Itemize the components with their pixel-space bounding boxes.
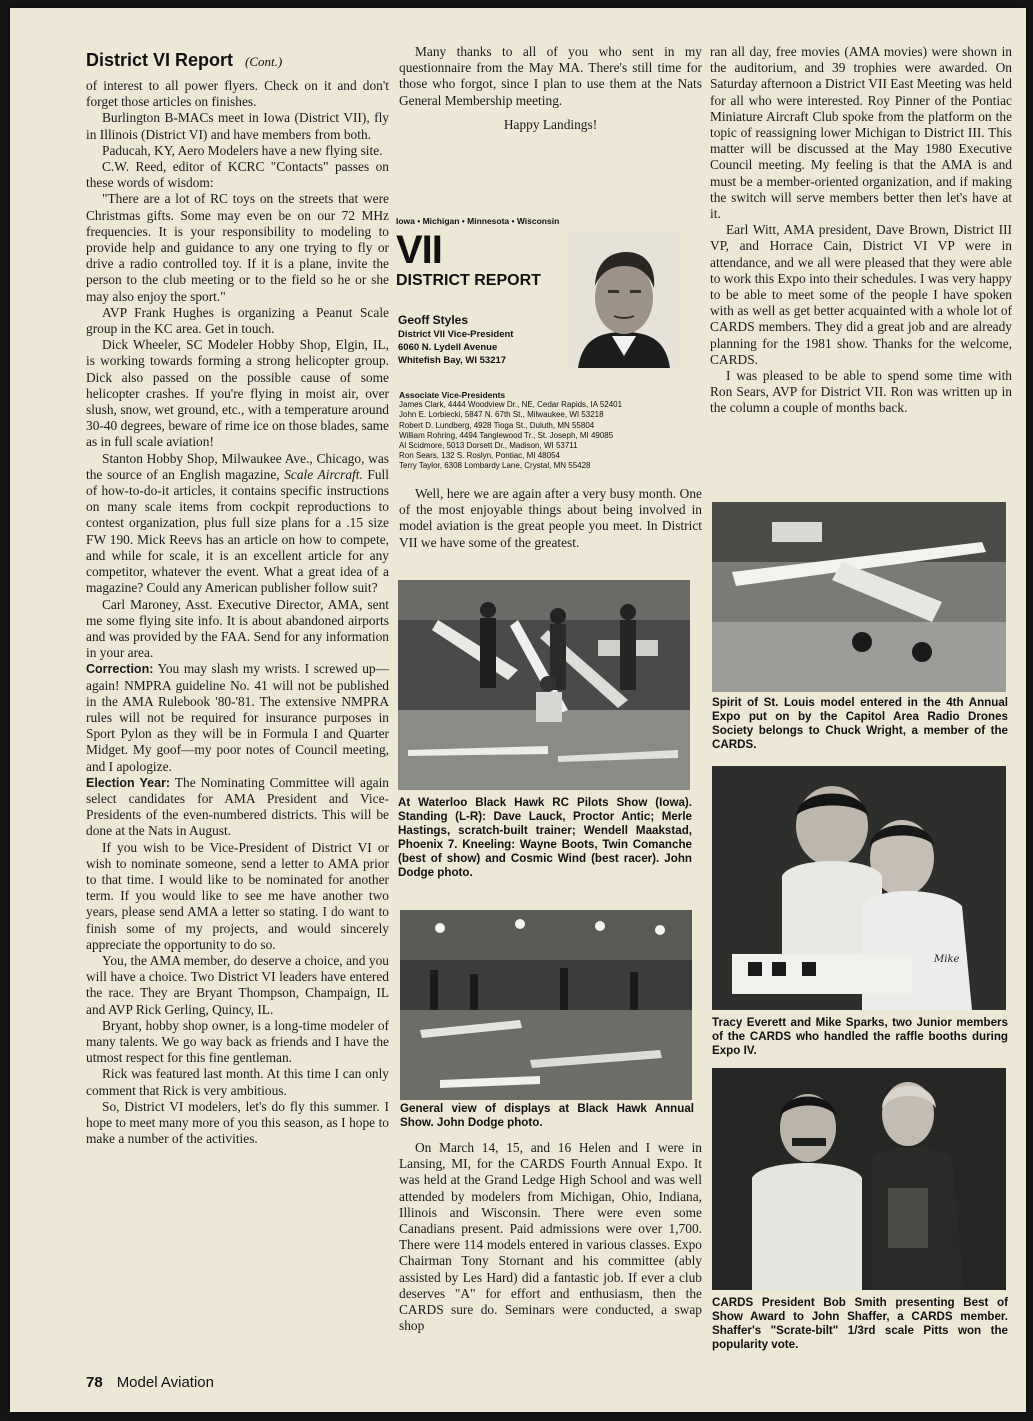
run-in-heading: Election Year:	[86, 775, 171, 790]
paragraph: Carl Maroney, Asst. Executive Director, AMA, sent me some flying site info. It is about abandoned airports and was provided by the FAA. Send for any information in your area.	[86, 596, 389, 661]
photo-junior-members	[712, 766, 1006, 1010]
paragraph: C.W. Reed, editor of KCRC "Contacts" passes on these words of wisdom:	[86, 159, 389, 191]
photo-spirit-image	[712, 502, 1006, 692]
column-2-top	[399, 44, 702, 133]
associate-vps	[399, 390, 702, 472]
magazine-page	[10, 8, 1026, 1412]
caption-black-hawk: General view of displays at Black Hawk Annual Show. John Dodge photo.	[400, 1102, 694, 1129]
paragraph: Paducah, KY, Aero Modelers have a new flying site.	[102, 142, 383, 158]
photo-hall-image	[400, 910, 692, 1100]
run-in-heading: Correction:	[86, 662, 154, 677]
page-number: 78	[86, 1374, 103, 1391]
paragraph: If you wish to be Vice-President of District VI or wish to nominate someone, send a letter to AMA prior to that time. I would like to be nominated for another term. If you would like to see me have another two years, please send AMA a letter so stating. I do want to finish some of my projects, and would sincerely appreciate the opportunity to do so.	[86, 839, 389, 952]
paragraph: So, District VI modelers, let's do fly this summer. I hope to meet many more of you this season, as I hope to make a number of the activities.	[86, 1098, 389, 1147]
photo-junior-image	[712, 766, 1006, 1010]
column-1	[86, 78, 389, 1147]
photo-award-image	[712, 1068, 1006, 1290]
text-run: You may slash my wrists. I screwed up—again! NMPRA guideline No. 41 will not be published in the AMA Rulebook '80-'81. The extensive NMPRA rules will not be required for insurance purposes in Sport Pylon as they will be in Formula I and Quarter Midget. My goof—my poor notes of Council meeting, and I apologize.	[86, 661, 389, 774]
associate-entry: James Clark, 4444 Woodview Dr., NE, Cedar Rapids, IA 52401	[399, 400, 623, 410]
district-report-label: DISTRICT REPORT	[396, 272, 541, 289]
paragraph: Earl Witt, AMA president, Dave Brown, District III VP, and Horrace Cain, District VI VP were in attendance, and we all were pleased that they were able to work this Expo into their schedules. I was very happy to be able to meet some of the people I have spoken with as well as get better acquainted with a whole lot of CARDS members. They did a great job and are already planning for the 1981 show. Thanks for the welcome, CARDS.	[710, 222, 1012, 367]
paragraph	[86, 775, 389, 840]
associate-entry: Terry Taylor, 6308 Lombardy Lane, Crystal, MN 55428	[399, 461, 591, 471]
caption-best-of-show: CARDS President Bob Smith presenting Best of Show Award to John Shaffer, a CARDS member. Shaffer's "Scrate-bilt" 1/3rd scale Pitts won the popularity vote.	[712, 1296, 1008, 1351]
column-3	[710, 44, 1012, 417]
header-cont: (Cont.)	[245, 54, 283, 69]
photo-waterloo-image	[398, 580, 690, 790]
page-footer	[86, 1374, 214, 1391]
magazine-title: Scale Aircraft.	[284, 466, 363, 482]
portrait-photo	[568, 232, 680, 368]
column-header	[86, 50, 282, 71]
caption-junior-members: Tracy Everett and Mike Sparks, two Junior members of the CARDS who handled the raffle booths during Expo IV.	[712, 1016, 1008, 1057]
associate-entry: Robert D. Lundberg, 4928 Tioga St., Duluth, MN 55804	[399, 420, 595, 430]
caption-waterloo: At Waterloo Black Hawk RC Pilots Show (Iowa). Standing (L-R): Dave Lauck, Proctor Antic; Merle Hastings, scratch-built trainer; Wendell Maakstad, Phoenix 7. Kneeling: Wayne Boots, Twin Comanche (best of show) and Cosmic Wind (best racer). John Dodge photo.	[398, 796, 692, 879]
district-number: VII	[396, 228, 442, 272]
text-run: The Nominating Committee will again select candidates for AMA President and Vice-Presidents of the even-numbered districts. This will be done at the Nats in August.	[86, 774, 389, 839]
sign-off: Happy Landings!	[503, 116, 598, 132]
column-2-intro	[399, 486, 702, 551]
caption-spirit: Spirit of St. Louis model entered in the 4th Annual Expo put on by the Capitol Area Radio Drones Society belongs to Chuck Wright, a member of the CARDS.	[712, 696, 1008, 751]
paragraph: On March 14, 15, and 16 Helen and I were in Lansing, MI, for the CARDS Fourth Annual Expo. It was held at the Grand Ledge High School and was well attended by modelers from Michigan, Ohio, Indiana, Illinois and Wisconsin. There were even some Canadians present. Paid admissions were over 1,700. There were 114 models entered in various classes. Expo Chairman Tony Stornant and his committee (ably assisted by Les Hard) did a fantastic job. If ever a club deserves "A" for effort and enthusiasm, then the CARDS sure do. Seminars were conducted, a swap shop	[399, 1140, 702, 1334]
photo-waterloo-pilots	[398, 580, 690, 790]
paragraph: Many thanks to all of you who sent in my questionnaire from the May MA. There's still time for those who forgot, since I plan to use them at the Nats General Membership meeting.	[399, 44, 702, 108]
paragraph	[86, 661, 389, 774]
paragraph: of interest to all power flyers. Check on it and don't forget those articles on finishes.	[86, 78, 389, 110]
vp-name: Geoff Styles	[398, 313, 469, 327]
paragraph: Rick was featured last month. At this time I can only comment that Rick is very ambitious.	[86, 1066, 389, 1098]
portrait-image	[568, 232, 680, 368]
associate-entry: Al Scidmore, 5013 Dorsett Dr., Madison, WI 53711	[399, 441, 578, 451]
paragraph: I was pleased to be able to spend some time with Ron Sears, AVP for District VII. Ron was written up in the column a couple of months back.	[710, 368, 1012, 416]
associate-entry: John E. Lorbiecki, 5847 N. 67th St., Milwaukee, WI 53218	[399, 410, 604, 420]
vp-title: District VII Vice-President	[398, 329, 514, 340]
states-line: Iowa • Michigan • Minnesota • Wisconsin	[396, 216, 560, 226]
header-title: District VI Report	[86, 50, 234, 70]
photo-spirit-of-st-louis	[712, 502, 1006, 692]
associate-entry: Ron Sears, 132 S. Roslyn, Pontiac, MI 48054	[399, 451, 560, 461]
magazine-name: Model Aviation	[116, 1374, 214, 1391]
photo-black-hawk-hall	[400, 910, 692, 1100]
vp-address-1: 6060 N. Lydell Avenue	[398, 341, 498, 353]
paragraph: Burlington B-MACs meet in Iowa (District VII), fly in Illinois (District VI) and have members from both.	[86, 110, 389, 142]
text-run: Stanton Hobby Shop, Milwaukee Ave., Chicago, was the source of an English magazine,	[86, 450, 389, 482]
photo-best-of-show	[712, 1068, 1006, 1290]
text-run: Full of how-to-do-it articles, it contains specific instructions on many scale items from cockpit reproductions to contest organization, plus full size plans for a .15 size FW 190. Mick Reevs has an article on how to compete, and while for scale, it is an excellent article for any competitor, whatever the event. What a great idea of a magazine? Could any American publisher follow suit?	[86, 466, 390, 596]
paragraph: Bryant, hobby shop owner, is a long-time modeler of many talents. We go way back as friends and I have the utmost respect for this fine gentleman.	[86, 1017, 389, 1066]
paragraph: You, the AMA member, do deserve a choice, and you will have a choice. Two District VI leaders have entered the race. They are Bryant Thompson, Champaign, IL and AVP Rick Gerling, Quincy, IL.	[86, 952, 389, 1017]
vp-address-2: Whitefish Bay, WI 53217	[398, 354, 507, 366]
associate-entry: William Rohring, 4494 Tanglewood Tr., St. Joseph, MI 49085	[399, 430, 614, 440]
paragraph: Dick Wheeler, SC Modeler Hobby Shop, Elgin, IL, is working towards forming a strong helicopter group. Dick also passed on the possible cause of some helicopter crashes. If you're flying in moist air, over slush, snow, wet ground, etc., with a temperature around 30-40 degrees, beware of rime ice on those blades, same as in full scale aviation!	[86, 337, 389, 450]
paragraph: AVP Frank Hughes is organizing a Peanut Scale group in the KC area. Get in touch.	[86, 304, 389, 337]
paragraph: Well, here we are again after a very busy month. One of the most enjoyable things about being involved in model aviation is the great people you meet. In District VII we have some of the greatest.	[399, 486, 702, 550]
associate-title: Associate Vice-Presidents	[399, 390, 506, 400]
column-2-bottom	[399, 1140, 702, 1334]
shirt-name: Mike	[934, 954, 960, 965]
paragraph: ran all day, free movies (AMA movies) were shown in the auditorium, and 39 trophies were awarded. On Saturday afternoon a District VII East Meeting was held for all who were interested. Roy Pinner of the Pontiac Miniature Aircraft Club spoke from the platform on the topic of reassigning lower Michigan to District III. This matter will be discussed at the May 1980 Executive Council meeting. My feeling is that the AMA is and must be a member-oriented organization, and if making the switch will serve members better then let's have at it.	[710, 44, 1012, 222]
paragraph	[86, 451, 389, 597]
vp-contact	[398, 329, 513, 367]
paragraph: "There are a lot of RC toys on the streets that were Christmas gifts. Some may even be on our 72 MHz frequencies. It is your responsibility to modeling to provide help and guidance to any one trying to fly or drive a radio controlled toy. If it is a plane, invite the person to the club meeting or to the field so he or she may also enjoy the sport."	[86, 191, 389, 304]
